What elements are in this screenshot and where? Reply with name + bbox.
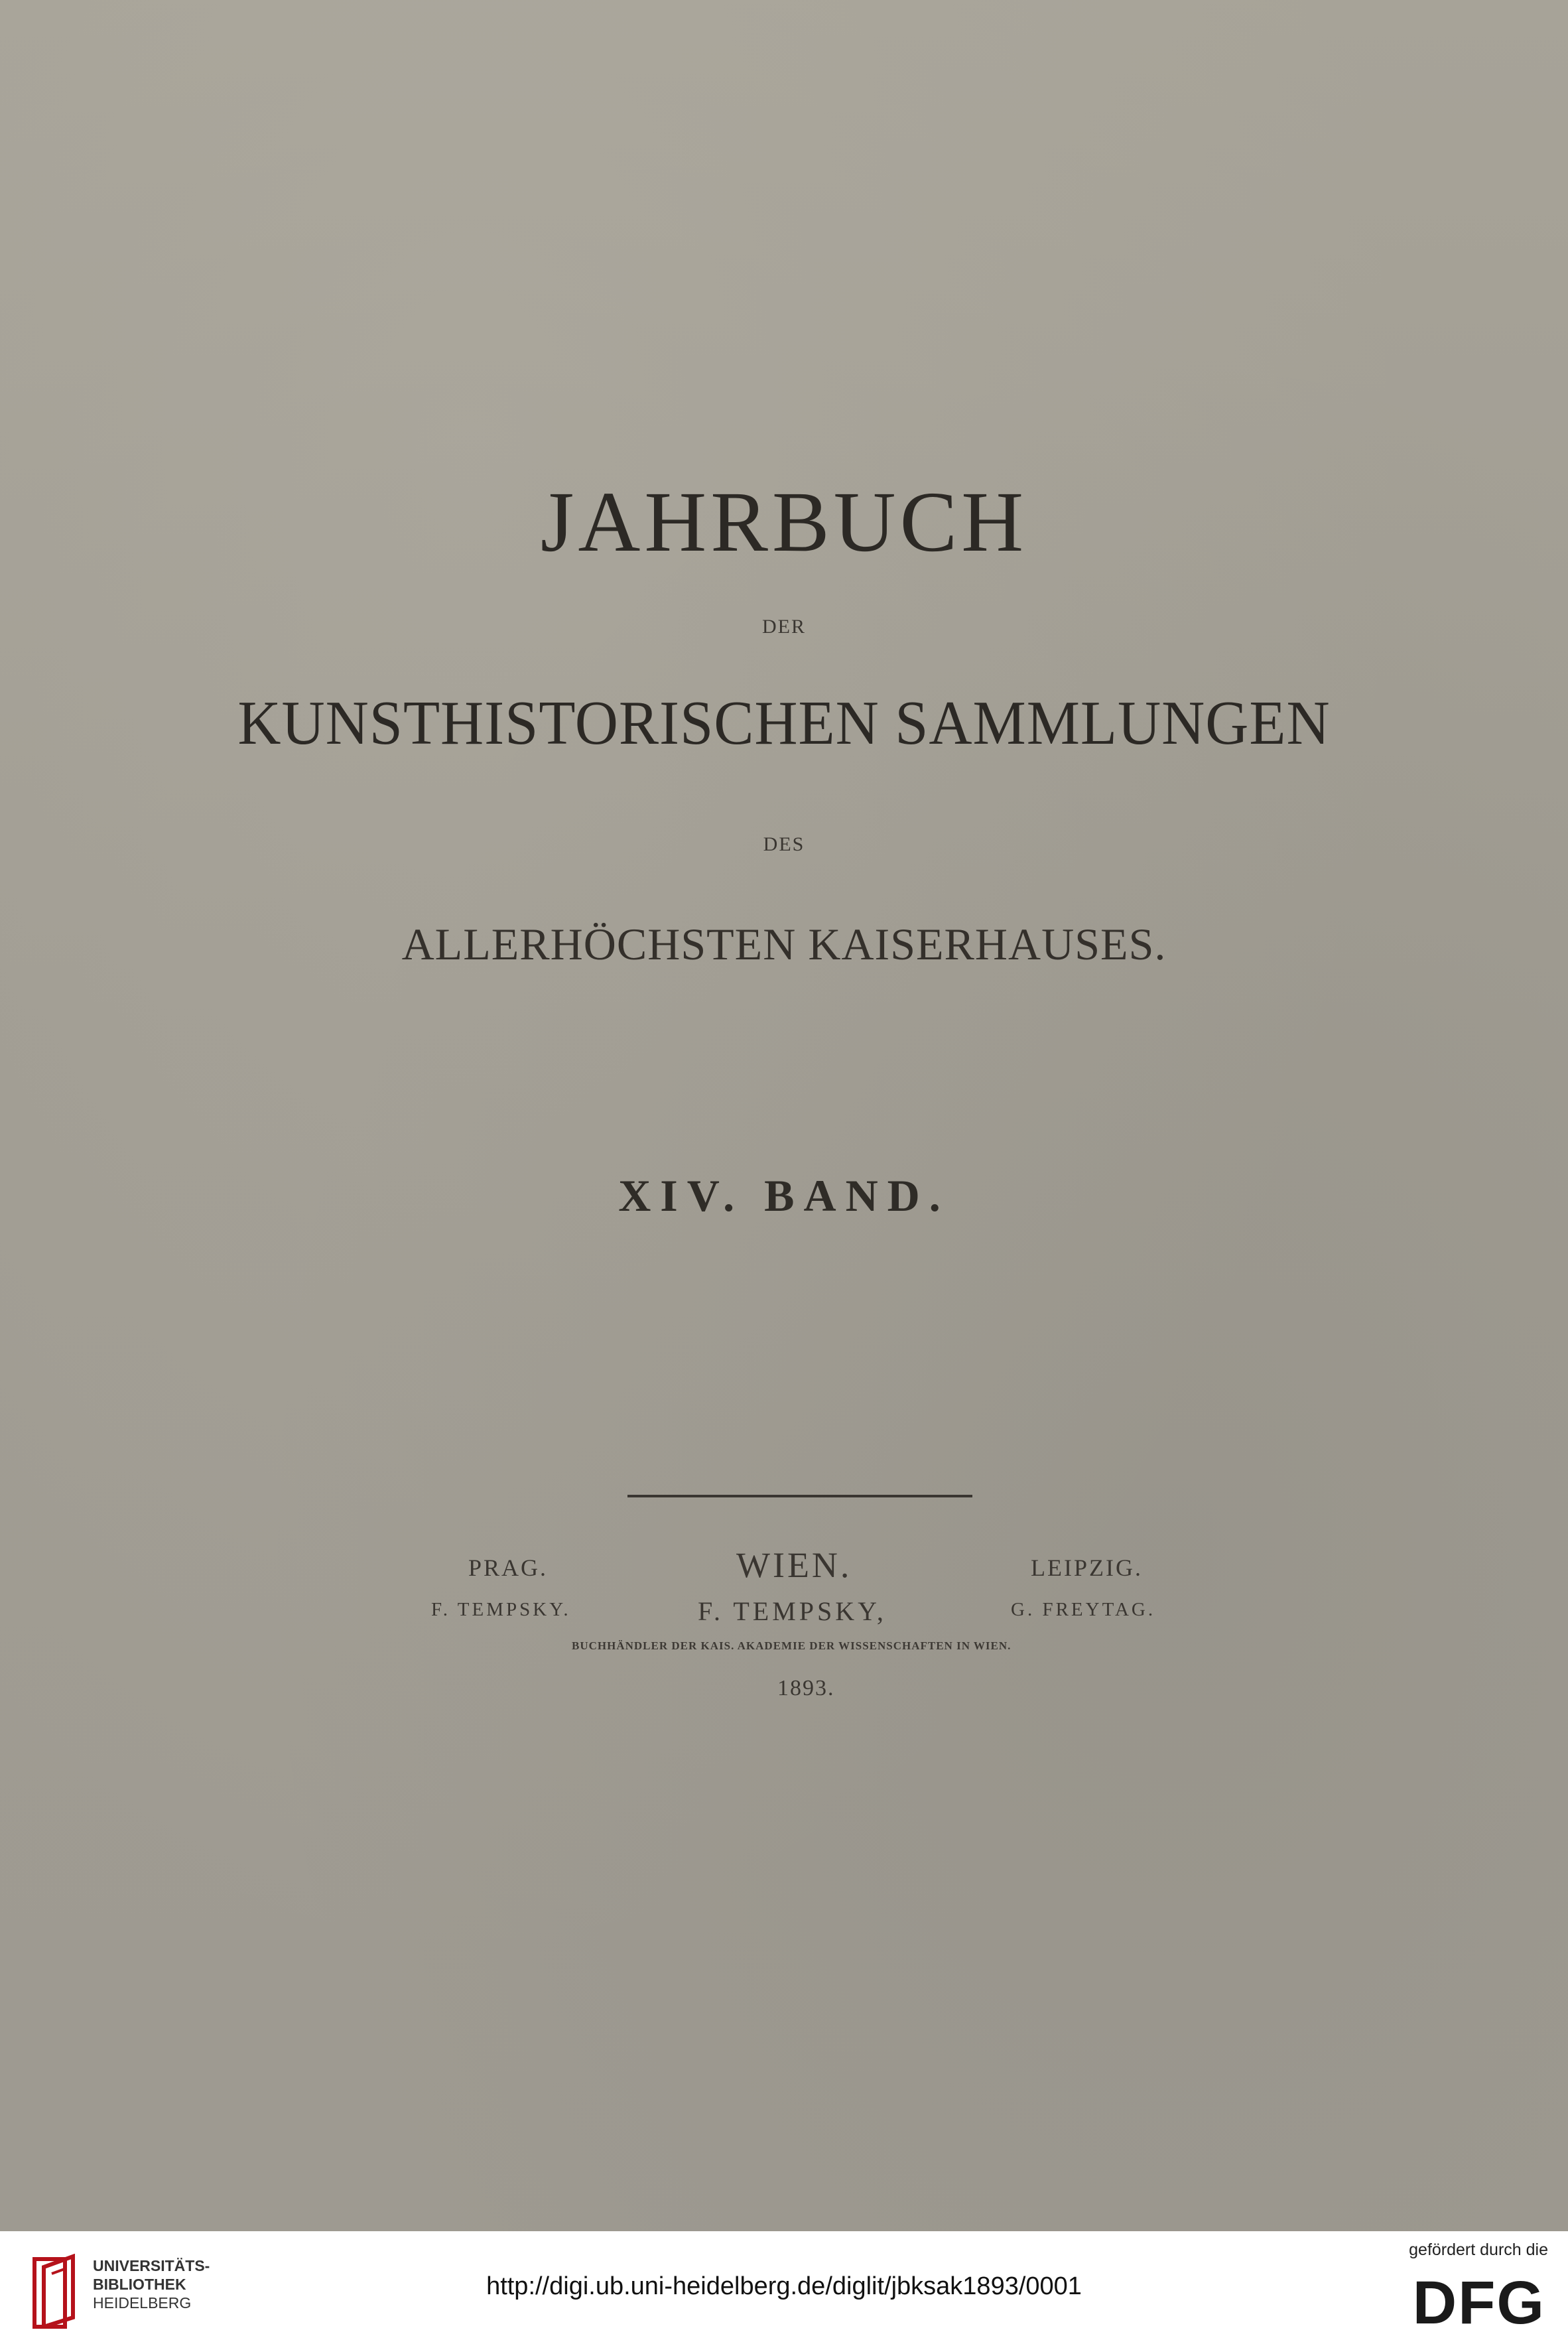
imprint-center-city: WIEN.	[736, 1545, 852, 1585]
imprint-year: 1893.	[777, 1676, 835, 1700]
imprint-right-city: LEIPZIG.	[1031, 1554, 1143, 1581]
permalink-url[interactable]: http://digi.ub.uni-heidelberg.de/diglit/jbksak1893/0001	[486, 2272, 1082, 2300]
cover-der: DER	[762, 616, 806, 638]
imprint-left-publisher: F. TEMPSKY.	[431, 1599, 571, 1620]
cover-title: JAHRBUCH	[540, 474, 1028, 570]
funding-text: gefördert durch die	[1409, 2241, 1548, 2259]
cover-des: DES	[763, 833, 805, 855]
cover-house: ALLERHÖCHSTEN KAISERHAUSES.	[401, 919, 1167, 969]
cover-volume: XIV. BAND.	[618, 1170, 950, 1221]
imprint-left-city: PRAG.	[468, 1554, 549, 1581]
dfg-logo: DFG	[1412, 2269, 1545, 2337]
imprint-right-publisher: G. FREYTAG.	[1011, 1599, 1156, 1620]
divider-rule	[627, 1495, 972, 1497]
imprint-bookseller-note: BUCHHÄNDLER DER KAIS. AKADEMIE DER WISSENSCHAFTEN IN WIEN.	[572, 1639, 1012, 1652]
imprint-center-publisher: F. TEMPSKY,	[698, 1596, 887, 1626]
library-name-line1: UNIVERSITÄTS-	[93, 2257, 210, 2274]
library-name-line2: BIBLIOTHEK	[93, 2276, 186, 2293]
digitization-footer	[0, 2231, 1568, 2344]
cover-subtitle: KUNSTHISTORISCHEN SAMMLUNGEN	[237, 689, 1331, 758]
library-name-line3: HEIDELBERG	[93, 2294, 192, 2311]
